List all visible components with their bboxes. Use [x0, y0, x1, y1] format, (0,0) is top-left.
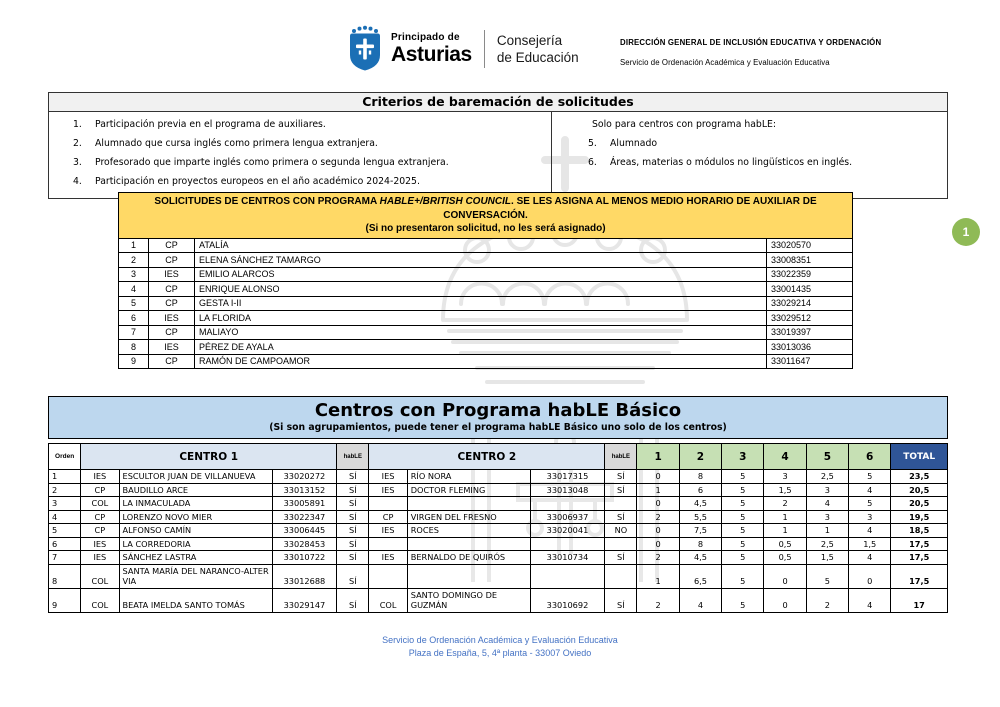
centro1-type-cell: CP [81, 510, 119, 524]
centro2-type-cell: CP [369, 510, 407, 524]
criterios-item [73, 177, 551, 188]
center-name-cell: MALIAYO [195, 325, 767, 340]
table-row [49, 588, 948, 612]
criterion-6-cell: 4 [849, 483, 891, 497]
orden-cell: 9 [49, 588, 81, 612]
item-number: 5. [588, 138, 597, 150]
criterion-4-cell: 0,5 [764, 537, 806, 551]
page-number-badge[interactable]: 1 [952, 218, 980, 246]
centro1-hable-cell: SÍ [337, 537, 369, 551]
table-row [49, 510, 948, 524]
col-header-criterion-6: 6 [849, 444, 891, 470]
col-header-centro2: CENTRO 2 [369, 444, 605, 470]
centro1-hable-cell: SÍ [337, 510, 369, 524]
hable-basico-subtitle: (Si son agrupamientos, puede tener el programa habLE Básico uno solo de los centros) [269, 422, 727, 433]
centro1-code-cell: 33028453 [272, 537, 337, 551]
criterion-6-cell: 0 [849, 564, 891, 588]
criterion-4-cell: 1 [764, 524, 806, 538]
row-number-cell: 4 [119, 282, 149, 297]
criterion-3-cell: 5 [722, 588, 764, 612]
centro2-code-cell [530, 564, 605, 588]
row-number-cell: 1 [119, 238, 149, 253]
centro2-hable-cell: SÍ [605, 510, 637, 524]
centro2-type-cell [369, 497, 407, 511]
criterios-right-list [588, 139, 947, 169]
centro2-name-cell: VIRGEN DEL FRESNO [407, 510, 530, 524]
center-code-cell: 33020570 [767, 238, 853, 253]
centro1-type-cell: COL [81, 564, 119, 588]
center-type-cell: IES [149, 340, 195, 355]
header-right-block [620, 38, 965, 67]
centro2-code-cell: 33006937 [530, 510, 605, 524]
centro1-code-cell: 33005891 [272, 497, 337, 511]
centro2-hable-cell [605, 564, 637, 588]
total-cell: 20,5 [891, 483, 948, 497]
table-row [119, 325, 853, 340]
header-row [49, 444, 948, 470]
criterion-6-cell: 4 [849, 524, 891, 538]
criterion-5-cell: 3 [806, 510, 848, 524]
logo-org-big: Asturias [391, 42, 472, 66]
criterion-3-cell: 5 [722, 483, 764, 497]
table-row [49, 537, 948, 551]
centro2-type-cell [369, 564, 407, 588]
criterion-4-cell: 1 [764, 510, 806, 524]
header-suffix: . SE LES ASIGNA AL MENOS MEDIO HORARIO DE AUXILIAR DE CONVERSACIÓN. [443, 196, 817, 221]
table-row [119, 354, 853, 369]
logo-dept-line2: de Educación [496, 49, 579, 65]
centro2-type-cell: IES [369, 483, 407, 497]
centro2-name-cell: BERNALDO DE QUIRÓS [407, 551, 530, 565]
col-header-criterion-2: 2 [679, 444, 721, 470]
center-code-cell: 33008351 [767, 253, 853, 268]
criterion-1-cell: 2 [637, 551, 679, 565]
total-cell: 17,5 [891, 537, 948, 551]
criterion-4-cell: 3 [764, 470, 806, 484]
centro2-type-cell: COL [369, 588, 407, 612]
item-text: Alumnado que cursa inglés como primera lengua extranjera. [95, 138, 378, 150]
item-number: 1. [73, 119, 82, 130]
criterion-5-cell: 5 [806, 564, 848, 588]
centro2-name-cell: RÍO NORA [407, 470, 530, 484]
center-code-cell: 33001435 [767, 282, 853, 297]
centro1-code-cell: 33022347 [272, 510, 337, 524]
centro2-name-cell: DOCTOR FLEMING [407, 483, 530, 497]
centro2-hable-cell: SÍ [605, 588, 637, 612]
hable-basico-title-band [48, 396, 948, 439]
header-line2: (Si no presentaron solicitud, no les será asignado) [365, 223, 606, 234]
center-name-cell: ELENA SÁNCHEZ TAMARGO [195, 253, 767, 268]
footer-line2: Plaza de España, 5, 4ª planta - 33007 Oviedo [408, 648, 592, 658]
row-number-cell: 9 [119, 354, 149, 369]
centro1-hable-cell: SÍ [337, 524, 369, 538]
logo-divider [484, 30, 485, 68]
center-type-cell: IES [149, 311, 195, 326]
center-type-cell: CP [149, 282, 195, 297]
center-code-cell: 33022359 [767, 267, 853, 282]
criterion-1-cell: 0 [637, 497, 679, 511]
center-code-cell: 33013036 [767, 340, 853, 355]
centro1-type-cell: IES [81, 537, 119, 551]
centro1-type-cell: CP [81, 524, 119, 538]
orden-cell: 1 [49, 470, 81, 484]
centro2-hable-cell: SÍ [605, 470, 637, 484]
criterion-5-cell: 2,5 [806, 537, 848, 551]
logo-dept-line1: Consejería [496, 32, 563, 48]
col-header-criterion-1: 1 [637, 444, 679, 470]
criterion-3-cell: 5 [722, 564, 764, 588]
total-cell: 17 [891, 588, 948, 612]
centro1-code-cell: 33020272 [272, 470, 337, 484]
hable-basico-title: Centros con Programa habLE Básico [314, 400, 682, 421]
centro2-code-cell: 33010734 [530, 551, 605, 565]
criterion-1-cell: 0 [637, 524, 679, 538]
criterion-4-cell: 1,5 [764, 483, 806, 497]
col-header-total: TOTAL [891, 444, 948, 470]
col-header-criterion-4: 4 [764, 444, 806, 470]
criterion-1-cell: 2 [637, 510, 679, 524]
table-row [119, 238, 853, 253]
orden-cell: 2 [49, 483, 81, 497]
criterios-item [73, 120, 551, 131]
criterios-left-list [49, 112, 551, 198]
table-row [49, 470, 948, 484]
center-type-cell: CP [149, 296, 195, 311]
criterios-item [73, 158, 551, 169]
row-number-cell: 6 [119, 311, 149, 326]
criterion-2-cell: 6 [679, 483, 721, 497]
centro2-code-cell: 33010692 [530, 588, 605, 612]
centro1-code-cell: 33012688 [272, 564, 337, 588]
centro1-hable-cell: SÍ [337, 564, 369, 588]
criterion-3-cell: 5 [722, 470, 764, 484]
centro2-name-cell [407, 497, 530, 511]
col-header-hable2: habLE [605, 444, 637, 470]
orden-cell: 7 [49, 551, 81, 565]
table-row [49, 497, 948, 511]
centro2-type-cell: IES [369, 470, 407, 484]
center-type-cell: CP [149, 325, 195, 340]
centro1-hable-cell: SÍ [337, 470, 369, 484]
table-row [49, 483, 948, 497]
total-cell: 17,5 [891, 564, 948, 588]
centro2-hable-cell [605, 497, 637, 511]
footer-line1: Servicio de Ordenación Académica y Evaluación Educativa [382, 635, 618, 645]
centro2-code-cell: 33013048 [530, 483, 605, 497]
centro1-type-cell: COL [81, 588, 119, 612]
col-header-criterion-5: 5 [806, 444, 848, 470]
center-type-cell: CP [149, 253, 195, 268]
table-row [119, 282, 853, 297]
table-row [119, 253, 853, 268]
criterion-2-cell: 4 [679, 588, 721, 612]
centro2-code-cell [530, 537, 605, 551]
asturias-shield-icon [348, 25, 382, 72]
criterion-3-cell: 5 [722, 497, 764, 511]
center-code-cell: 33029512 [767, 311, 853, 326]
centro1-hable-cell: SÍ [337, 483, 369, 497]
criterion-3-cell: 5 [722, 510, 764, 524]
table-row [49, 551, 948, 565]
centro1-type-cell: IES [81, 551, 119, 565]
total-cell: 23,5 [891, 470, 948, 484]
hable-basico-body [49, 470, 948, 613]
criterion-5-cell: 4 [806, 497, 848, 511]
item-number: 4. [73, 176, 82, 188]
centro1-name-cell: SÁNCHEZ LASTRA [119, 551, 272, 565]
center-name-cell: LA FLORIDA [195, 311, 767, 326]
criterios-title: Criterios de baremación de solicitudes [49, 93, 947, 112]
orden-cell: 4 [49, 510, 81, 524]
criterion-2-cell: 6,5 [679, 564, 721, 588]
criterion-5-cell: 1 [806, 524, 848, 538]
item-text: Participación en proyectos europeos en el año académico 2024-2025. [95, 176, 420, 188]
criterios-right-column [551, 112, 947, 198]
centro1-hable-cell: SÍ [337, 588, 369, 612]
centro1-name-cell: ESCULTOR JUAN DE VILLANUEVA [119, 470, 272, 484]
centro1-hable-cell: SÍ [337, 497, 369, 511]
criterion-6-cell: 4 [849, 551, 891, 565]
hable-basico-table [48, 443, 948, 613]
criterion-4-cell: 0 [764, 588, 806, 612]
centro1-type-cell: COL [81, 497, 119, 511]
item-number: 2. [73, 138, 82, 150]
servicio-line: Servicio de Ordenación Académica y Evaluación Educativa [620, 58, 830, 67]
col-header-hable1: habLE [337, 444, 369, 470]
table-row [119, 340, 853, 355]
centro1-name-cell: LA INMACULADA [119, 497, 272, 511]
hable-plus-table [118, 192, 853, 369]
centro2-hable-cell [605, 537, 637, 551]
direccion-general-line: DIRECCIÓN GENERAL DE INCLUSIÓN EDUCATIVA Y ORDENACIÓN [620, 38, 882, 47]
criterion-5-cell: 2,5 [806, 470, 848, 484]
centro1-type-cell: IES [81, 470, 119, 484]
criterion-4-cell: 0,5 [764, 551, 806, 565]
centro2-hable-cell: SÍ [605, 483, 637, 497]
centro1-code-cell: 33029147 [272, 588, 337, 612]
centro1-name-cell: LA CORREDORIA [119, 537, 272, 551]
criterion-2-cell: 4,5 [679, 497, 721, 511]
centro1-name-cell: BAUDILLO ARCE [119, 483, 272, 497]
center-code-cell: 33011647 [767, 354, 853, 369]
center-name-cell: GESTA I-II [195, 296, 767, 311]
header-italic: HABLE+/BRITISH COUNCIL [379, 196, 512, 207]
criterion-2-cell: 7,5 [679, 524, 721, 538]
logo-org-small: Principado de [391, 31, 460, 43]
criterios-right-heading: Solo para centros con programa habLE: [592, 119, 777, 130]
criterion-3-cell: 5 [722, 537, 764, 551]
center-name-cell: RAMÓN DE CAMPOAMOR [195, 354, 767, 369]
criterion-1-cell: 2 [637, 588, 679, 612]
criterion-6-cell: 5 [849, 497, 891, 511]
criterion-6-cell: 5 [849, 470, 891, 484]
centro1-code-cell: 33010722 [272, 551, 337, 565]
table-row [49, 524, 948, 538]
center-name-cell: ATALÍA [195, 238, 767, 253]
centro1-hable-cell: SÍ [337, 551, 369, 565]
hable-plus-header [119, 193, 853, 239]
row-number-cell: 8 [119, 340, 149, 355]
col-header-criterion-3: 3 [722, 444, 764, 470]
center-code-cell: 33019397 [767, 325, 853, 340]
centro2-name-cell: SANTO DOMINGO DE GUZMÁN [407, 588, 530, 612]
item-number: 6. [588, 157, 597, 169]
centro1-code-cell: 33013152 [272, 483, 337, 497]
center-name-cell: ENRIQUE ALONSO [195, 282, 767, 297]
criterios-item [588, 139, 947, 150]
row-number-cell: 2 [119, 253, 149, 268]
table-row [119, 267, 853, 282]
total-cell: 18,5 [891, 524, 948, 538]
row-number-cell: 7 [119, 325, 149, 340]
criterios-item [73, 139, 551, 150]
criterion-6-cell: 3 [849, 510, 891, 524]
hable-plus-body [119, 238, 853, 369]
centro2-hable-cell: SÍ [605, 551, 637, 565]
criterion-2-cell: 8 [679, 470, 721, 484]
table-row [119, 311, 853, 326]
orden-cell: 5 [49, 524, 81, 538]
centro2-name-cell: ROCES [407, 524, 530, 538]
criterion-2-cell: 5,5 [679, 510, 721, 524]
center-type-cell: CP [149, 238, 195, 253]
table-row [49, 564, 948, 588]
item-number: 3. [73, 157, 82, 169]
criterion-1-cell: 1 [637, 483, 679, 497]
asturias-logo [348, 25, 579, 72]
center-name-cell: EMILIO ALARCOS [195, 267, 767, 282]
item-text: Profesorado que imparte inglés como primera o segunda lengua extranjera. [95, 157, 449, 169]
centro2-name-cell [407, 537, 530, 551]
criterion-1-cell: 1 [637, 564, 679, 588]
centro2-hable-cell: NO [605, 524, 637, 538]
centro1-type-cell: CP [81, 483, 119, 497]
row-number-cell: 3 [119, 267, 149, 282]
criterios-box [48, 92, 948, 199]
orden-cell: 3 [49, 497, 81, 511]
centro1-name-cell: BEATA IMELDA SANTO TOMÁS [119, 588, 272, 612]
centro2-code-cell [530, 497, 605, 511]
centro2-type-cell: IES [369, 524, 407, 538]
criterion-3-cell: 5 [722, 551, 764, 565]
criterion-6-cell: 4 [849, 588, 891, 612]
centro2-code-cell: 33017315 [530, 470, 605, 484]
centro2-name-cell [407, 564, 530, 588]
center-code-cell: 33029214 [767, 296, 853, 311]
criterion-2-cell: 4,5 [679, 551, 721, 565]
header-prefix: SOLICITUDES DE CENTROS CON PROGRAMA [154, 196, 380, 207]
center-type-cell: CP [149, 354, 195, 369]
total-cell: 17,5 [891, 551, 948, 565]
criterion-4-cell: 2 [764, 497, 806, 511]
criterion-6-cell: 1,5 [849, 537, 891, 551]
centro1-name-cell: SANTA MARÍA DEL NARANCO-ALTER VIA [119, 564, 272, 588]
centro1-name-cell: ALFONSO CAMÍN [119, 524, 272, 538]
page-footer [0, 634, 1000, 660]
criterion-2-cell: 8 [679, 537, 721, 551]
criterion-5-cell: 1,5 [806, 551, 848, 565]
table-row [119, 296, 853, 311]
criterion-5-cell: 3 [806, 483, 848, 497]
centro1-code-cell: 33006445 [272, 524, 337, 538]
centro2-type-cell: IES [369, 551, 407, 565]
criterion-1-cell: 0 [637, 470, 679, 484]
total-cell: 20,5 [891, 497, 948, 511]
criterion-3-cell: 5 [722, 524, 764, 538]
centro2-code-cell: 33020041 [530, 524, 605, 538]
criterion-5-cell: 2 [806, 588, 848, 612]
centro1-name-cell: LORENZO NOVO MIER [119, 510, 272, 524]
center-name-cell: PÉREZ DE AYALA [195, 340, 767, 355]
orden-cell: 6 [49, 537, 81, 551]
item-text: Áreas, materias o módulos no lingüísticos en inglés. [610, 157, 853, 169]
item-text: Participación previa en el programa de auxiliares. [95, 119, 326, 130]
col-header-centro1: CENTRO 1 [81, 444, 337, 470]
center-type-cell: IES [149, 267, 195, 282]
criterion-1-cell: 0 [637, 537, 679, 551]
orden-cell: 8 [49, 564, 81, 588]
centro2-type-cell [369, 537, 407, 551]
criterion-4-cell: 0 [764, 564, 806, 588]
criterios-item [588, 158, 947, 169]
item-text: Alumnado [610, 138, 658, 150]
col-header-orden: Orden [49, 444, 81, 470]
total-cell: 19,5 [891, 510, 948, 524]
row-number-cell: 5 [119, 296, 149, 311]
